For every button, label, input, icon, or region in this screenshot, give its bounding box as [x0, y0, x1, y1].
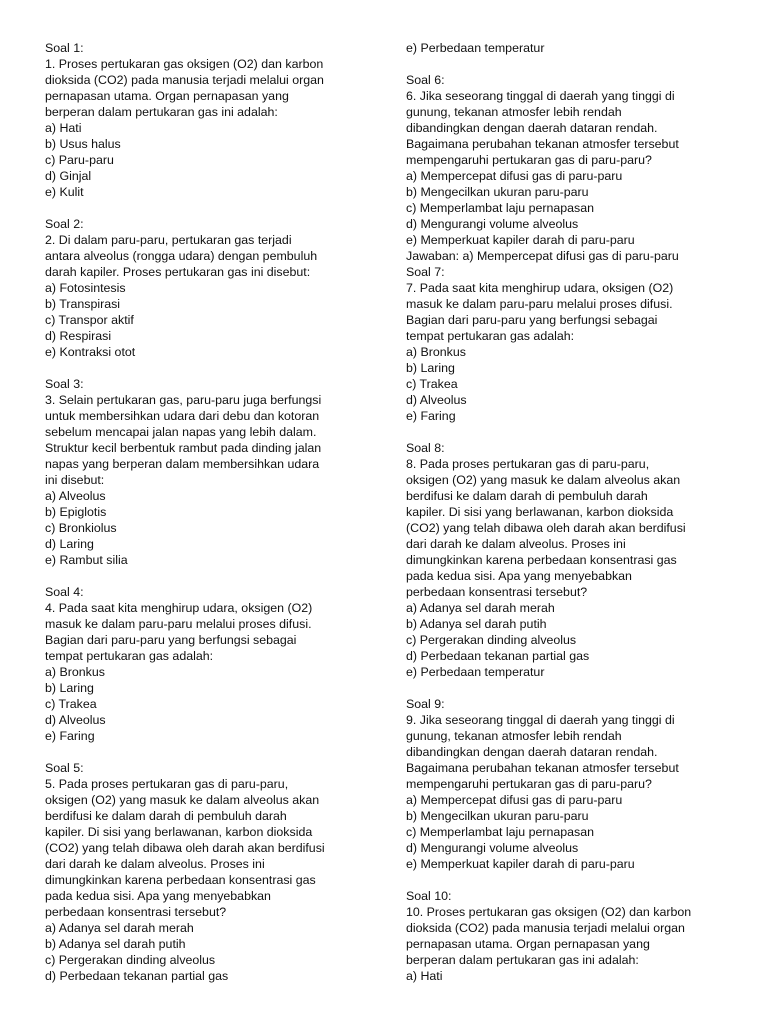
answer-option: c) Paru-paru — [45, 153, 114, 167]
answer-option: e) Kontraksi otot — [45, 345, 136, 359]
question-text-line: oksigen (O2) yang masuk ke dalam alveolus akan — [406, 473, 681, 487]
question-text-line: kapiler. Di sisi yang berlawanan, karbon dioksida — [45, 825, 313, 839]
question-text-line: 2. Di dalam paru-paru, pertukaran gas terjadi — [45, 233, 292, 247]
question-heading: Soal 8: — [406, 441, 445, 455]
answer-option: e) Memperkuat kapiler darah di paru-paru — [406, 233, 635, 247]
question-text-line: 1. Proses pertukaran gas oksigen (O2) dan karbon — [45, 57, 324, 71]
question-text-line: 7. Pada saat kita menghirup udara, oksigen (O2) — [406, 281, 674, 295]
question-text-line: pernapasan utama. Organ pernapasan yang — [406, 937, 650, 951]
question-text-line: tempat pertukaran gas adalah: — [406, 329, 575, 343]
answer-option: a) Fotosintesis — [45, 281, 126, 295]
question-text-line: 6. Jika seseorang tinggal di daerah yang tinggi di — [406, 89, 675, 103]
blank-line — [45, 744, 363, 760]
answer-option: b) Mengecilkan ukuran paru-paru — [406, 809, 589, 823]
question-heading: Soal 6: — [406, 73, 445, 87]
answer-option: b) Epiglotis — [45, 505, 107, 519]
question-text-line: 8. Pada proses pertukaran gas di paru-paru, — [406, 457, 650, 471]
answer-option: b) Usus halus — [45, 137, 121, 151]
answer-option: b) Adanya sel darah putih — [45, 937, 186, 951]
question-text-line: berdifusi ke dalam darah di pembuluh darah — [45, 809, 287, 823]
question-text-line: (CO2) yang telah dibawa oleh darah akan berdifusi — [406, 521, 686, 535]
answer-option: e) Rambut silia — [45, 553, 128, 567]
question-text-line: oksigen (O2) yang masuk ke dalam alveolus akan — [45, 793, 320, 807]
question-heading: Soal 2: — [45, 217, 84, 231]
question-text-line: dari darah ke dalam alveolus. Proses ini — [45, 857, 265, 871]
answer-option: d) Ginjal — [45, 169, 92, 183]
answer-option: c) Pergerakan dinding alveolus — [406, 633, 577, 647]
answer-option: b) Adanya sel darah putih — [406, 617, 547, 631]
question-text-line: tempat pertukaran gas adalah: — [45, 649, 214, 663]
question-text-line: dari darah ke dalam alveolus. Proses ini — [406, 537, 626, 551]
question-text-line: 3. Selain pertukaran gas, paru-paru juga berfungsi — [45, 393, 322, 407]
blank-line — [406, 424, 728, 440]
blank-line — [45, 568, 363, 584]
answer-option: c) Memperlambat laju pernapasan — [406, 825, 595, 839]
answer-option: b) Laring — [45, 681, 94, 695]
answer-option: e) Faring — [406, 409, 456, 423]
question-text-line: pada kedua sisi. Apa yang menyebabkan — [45, 889, 271, 903]
right-column — [406, 40, 728, 984]
question-text-line: Bagian dari paru-paru yang berfungsi sebagai — [406, 313, 658, 327]
answer-option: a) Adanya sel darah merah — [45, 921, 194, 935]
answer-option: e) Faring — [45, 729, 95, 743]
question-text-line: untuk membersihkan udara dari debu dan kotoran — [45, 409, 320, 423]
question-text-line: darah kapiler. Proses pertukaran gas ini disebut: — [45, 265, 311, 279]
question-text-line: dioksida (CO2) pada manusia terjadi melalui organ — [45, 73, 324, 87]
question-heading: Soal 5: — [45, 761, 84, 775]
answer-option: d) Alveolus — [406, 393, 467, 407]
question-text-line: pernapasan utama. Organ pernapasan yang — [45, 89, 289, 103]
answer-option: e) Kulit — [45, 185, 84, 199]
blank-line — [406, 56, 728, 72]
question-text-line: 5. Pada proses pertukaran gas di paru-paru, — [45, 777, 289, 791]
answer-option: c) Trakea — [406, 377, 458, 391]
answer-option: c) Pergerakan dinding alveolus — [45, 953, 216, 967]
question-text-line: mempengaruhi pertukaran gas di paru-paru? — [406, 777, 652, 791]
blank-line — [45, 200, 363, 216]
question-text-line: masuk ke dalam paru-paru melalui proses difusi. — [45, 617, 312, 631]
answer-option: a) Bronkus — [45, 665, 105, 679]
answer-option: c) Trakea — [45, 697, 97, 711]
answer-option: e) Perbedaan temperatur — [406, 665, 545, 679]
question-text-line: kapiler. Di sisi yang berlawanan, karbon dioksida — [406, 505, 674, 519]
question-heading: Soal 10: — [406, 889, 452, 903]
question-text-line: berperan dalam pertukaran gas ini adalah: — [45, 105, 278, 119]
question-text-line: mempengaruhi pertukaran gas di paru-paru? — [406, 153, 652, 167]
question-heading: Soal 9: — [406, 697, 445, 711]
answer-option: b) Mengecilkan ukuran paru-paru — [406, 185, 589, 199]
question-text-line: (CO2) yang telah dibawa oleh darah akan berdifusi — [45, 841, 325, 855]
question-text-line: gunung, tekanan atmosfer lebih rendah — [406, 105, 622, 119]
question-heading: Soal 3: — [45, 377, 84, 391]
answer-option: d) Mengurangi volume alveolus — [406, 841, 579, 855]
question-heading: Soal 4: — [45, 585, 84, 599]
answer-option: d) Alveolus — [45, 713, 106, 727]
answer-option: d) Respirasi — [45, 329, 112, 343]
blank-line — [406, 680, 728, 696]
answer-key: Jawaban: a) Mempercepat difusi gas di paru-paru — [406, 249, 679, 263]
question-text-line: Bagaimana perubahan tekanan atmosfer tersebut — [406, 137, 679, 151]
answer-option: b) Transpirasi — [45, 297, 121, 311]
question-text-line: ini disebut: — [45, 473, 105, 487]
question-text-line: Struktur kecil berbentuk rambut pada dinding jalan — [45, 441, 322, 455]
answer-option: a) Mempercepat difusi gas di paru-paru — [406, 793, 623, 807]
blank-line — [406, 872, 728, 888]
question-text-line: berdifusi ke dalam darah di pembuluh darah — [406, 489, 648, 503]
answer-option: a) Mempercepat difusi gas di paru-paru — [406, 169, 623, 183]
question-text-line: gunung, tekanan atmosfer lebih rendah — [406, 729, 622, 743]
question-text-line: antara alveolus (rongga udara) dengan pembuluh — [45, 249, 318, 263]
answer-option: a) Hati — [45, 121, 82, 135]
question-heading: Soal 7: — [406, 265, 445, 279]
question-text-line: 9. Jika seseorang tinggal di daerah yang tinggi di — [406, 713, 675, 727]
left-column — [45, 40, 363, 984]
answer-option: d) Laring — [45, 537, 94, 551]
answer-option: e) Perbedaan temperatur — [406, 41, 545, 55]
question-text-line: dimungkinkan karena perbedaan konsentrasi gas — [45, 873, 316, 887]
question-heading: Soal 1: — [45, 41, 84, 55]
answer-option: e) Memperkuat kapiler darah di paru-paru — [406, 857, 635, 871]
question-text-line: dioksida (CO2) pada manusia terjadi melalui organ — [406, 921, 685, 935]
question-text-line: sebelum mencapai jalan napas yang lebih dalam. — [45, 425, 317, 439]
blank-line — [45, 360, 363, 376]
question-text-line: Bagian dari paru-paru yang berfungsi sebagai — [45, 633, 297, 647]
question-text-line: dibandingkan dengan daerah dataran rendah. — [406, 745, 658, 759]
question-text-line: dibandingkan dengan daerah dataran rendah. — [406, 121, 658, 135]
question-text-line: Bagaimana perubahan tekanan atmosfer tersebut — [406, 761, 679, 775]
question-text-line: dimungkinkan karena perbedaan konsentrasi gas — [406, 553, 677, 567]
answer-option: a) Bronkus — [406, 345, 466, 359]
question-text-line: 4. Pada saat kita menghirup udara, oksigen (O2) — [45, 601, 313, 615]
question-text-line: perbedaan konsentrasi tersebut? — [45, 905, 227, 919]
answer-option: d) Perbedaan tekanan partial gas — [406, 649, 590, 663]
question-text-line: napas yang berperan dalam membersihkan udara — [45, 457, 320, 471]
answer-option: b) Laring — [406, 361, 455, 375]
question-text-line: masuk ke dalam paru-paru melalui proses difusi. — [406, 297, 673, 311]
answer-option: d) Perbedaan tekanan partial gas — [45, 969, 229, 983]
answer-option: c) Memperlambat laju pernapasan — [406, 201, 595, 215]
answer-option: d) Mengurangi volume alveolus — [406, 217, 579, 231]
answer-option: a) Hati — [406, 969, 443, 983]
question-text-line: 10. Proses pertukaran gas oksigen (O2) dan karbon — [406, 905, 692, 919]
question-text-line: berperan dalam pertukaran gas ini adalah: — [406, 953, 639, 967]
answer-option: c) Transpor aktif — [45, 313, 134, 327]
answer-option: a) Alveolus — [45, 489, 106, 503]
answer-option: a) Adanya sel darah merah — [406, 601, 555, 615]
answer-option: c) Bronkiolus — [45, 521, 117, 535]
question-text-line: perbedaan konsentrasi tersebut? — [406, 585, 588, 599]
question-text-line: pada kedua sisi. Apa yang menyebabkan — [406, 569, 632, 583]
